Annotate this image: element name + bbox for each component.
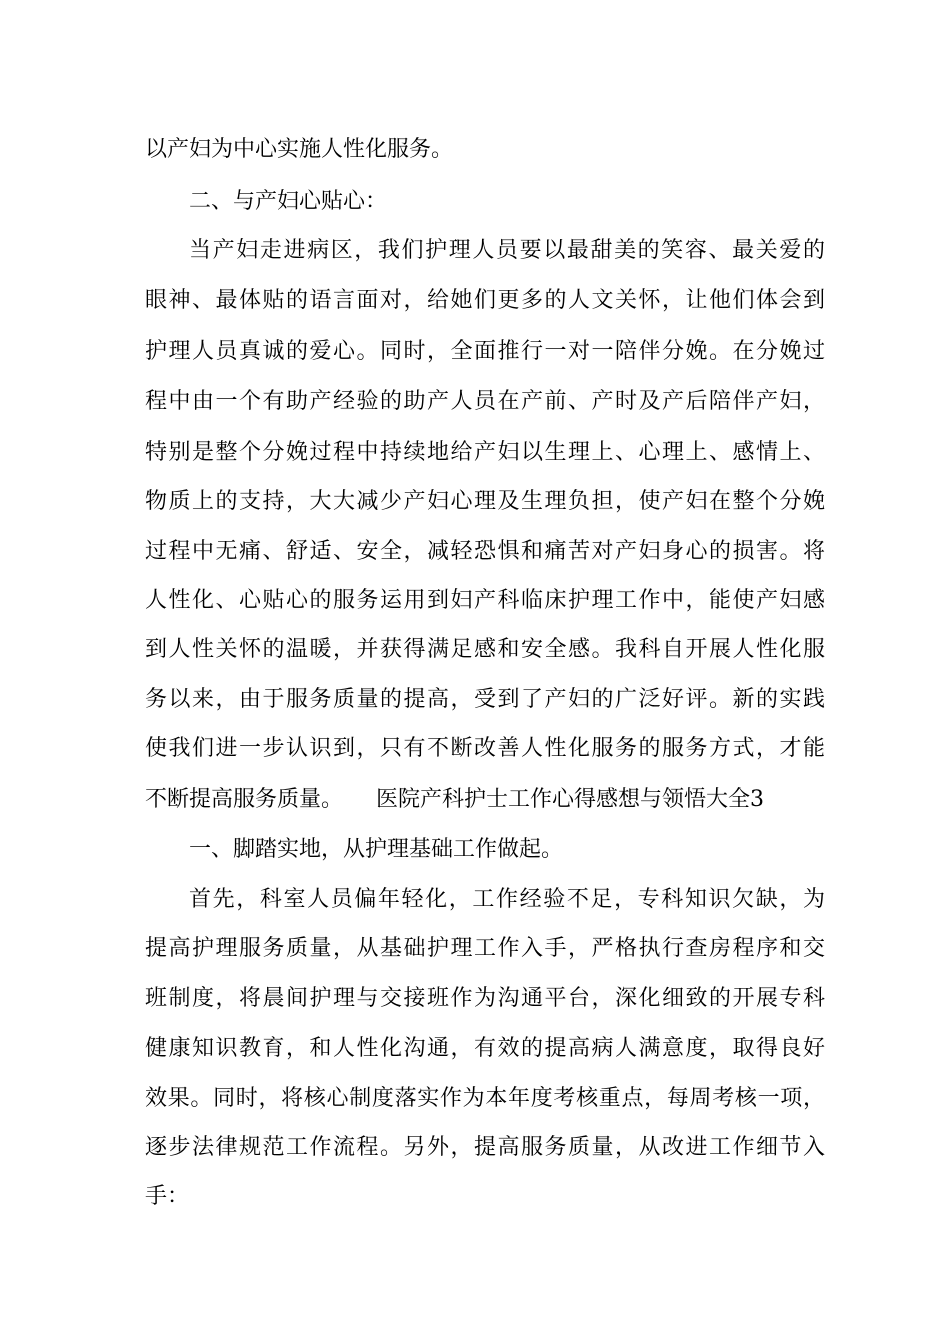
text-line: 效果。同时，将核心制度落实作为本年度考核重点，每周考核一项， [145, 1086, 825, 1111]
text-line: 班制度，将晨间护理与交接班作为沟通平台，深化细致的开展专科 [145, 986, 825, 1011]
section-heading: 二、与产妇心贴心： [189, 189, 388, 214]
text-line: 眼神、最体贴的语言面对，给她们更多的人文关怀，让他们体会到 [145, 288, 825, 313]
text-line: 特别是整个分娩过程中持续地给产妇以生理上、心理上、感情上、 [145, 440, 825, 465]
text-line: 健康知识教育，和人性化沟通，有效的提高病人满意度，取得良好 [145, 1036, 825, 1061]
text-line: 当产妇走进病区，我们护理人员要以最甜美的笑容、最关爱的 [189, 238, 825, 263]
text-line: 提高护理服务质量，从基础护理工作入手，严格执行查房程序和交 [145, 936, 825, 961]
text-line: 使我们进一步认识到，只有不断改善人性化服务的服务方式，才能 [145, 736, 825, 761]
text-line: 手： [145, 1184, 190, 1209]
text-line: 以产妇为中心实施人性化服务。 [145, 137, 454, 162]
section-heading: 一、脚踏实地，从护理基础工作做起。 [189, 837, 564, 862]
text-line: 程中由一个有助产经验的助产人员在产前、产时及产后陪伴产妇， [145, 389, 825, 414]
text-line: 首先，科室人员偏年轻化，工作经验不足，专科知识欠缺，为 [189, 887, 825, 912]
text-line-with-title: 不断提高服务质量。 医院产科护士工作心得感想与领悟大全3 [145, 787, 764, 812]
text-line: 过程中无痛、舒适、安全，减轻恐惧和痛苦对产妇身心的损害。将 [145, 539, 825, 564]
text-line: 物质上的支持，大大减少产妇心理及生理负担，使产妇在整个分娩 [145, 489, 825, 514]
text-line: 人性化、心贴心的服务运用到妇产科临床护理工作中，能使产妇感 [145, 588, 825, 613]
text-line: 到人性关怀的温暖，并获得满足感和安全感。我科自开展人性化服 [145, 637, 825, 662]
text-line: 逐步法律规范工作流程。另外，提高服务质量，从改进工作细节入 [145, 1135, 825, 1160]
text-line: 务以来，由于服务质量的提高，受到了产妇的广泛好评。新的实践 [145, 687, 825, 712]
text-line: 护理人员真诚的爱心。同时，全面推行一对一陪伴分娩。在分娩过 [145, 339, 825, 364]
